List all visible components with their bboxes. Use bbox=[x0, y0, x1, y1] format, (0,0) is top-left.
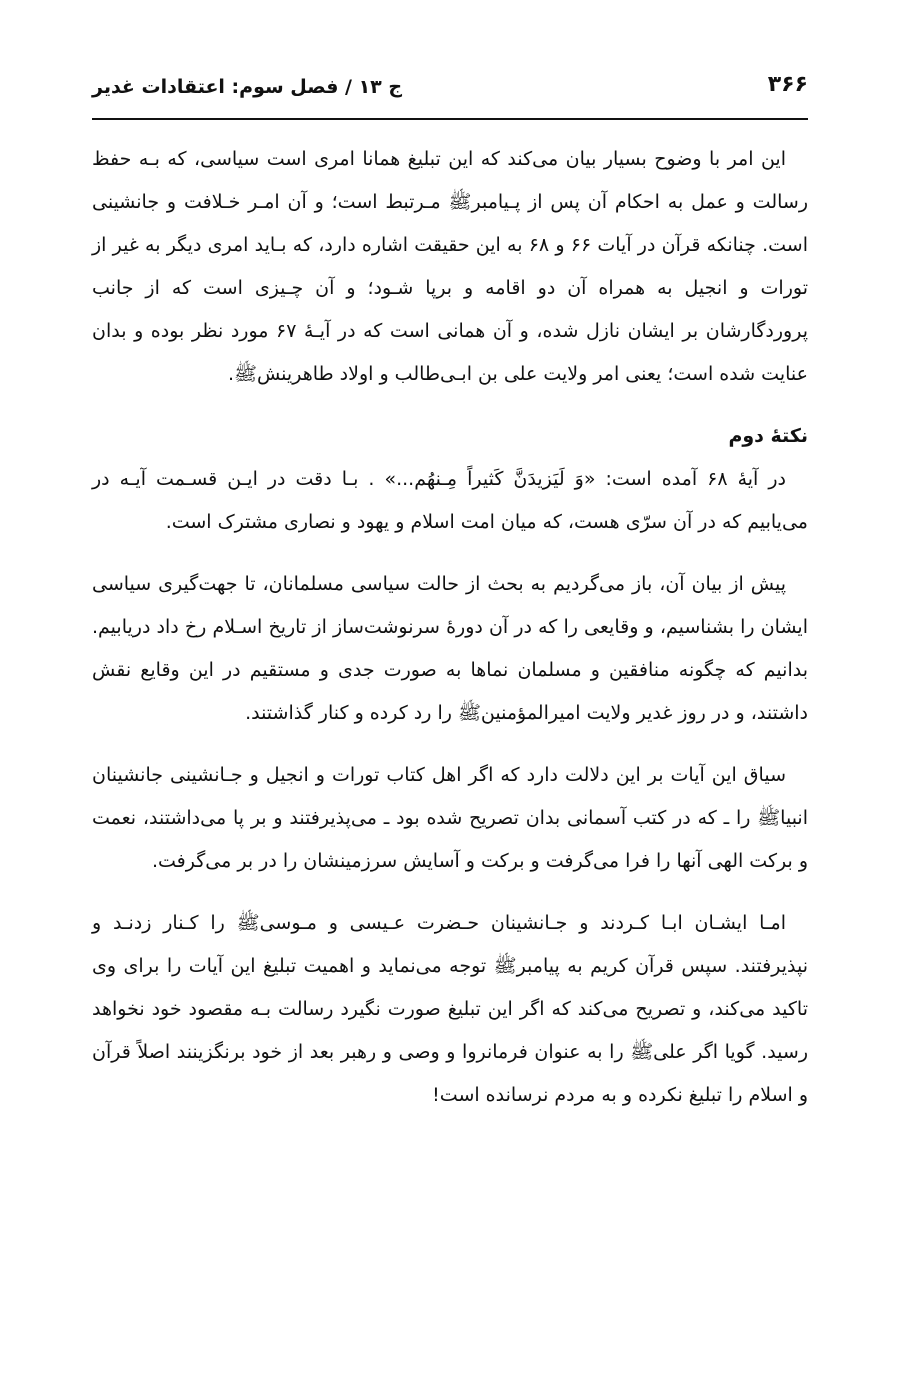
page-header bbox=[92, 62, 808, 118]
running-title: ج ۱۳ / فصل سوم: اعتقادات غدیر bbox=[92, 76, 403, 98]
page-body bbox=[92, 138, 808, 1136]
section-heading: نکتهٔ دوم bbox=[728, 425, 808, 447]
paragraph-1: این امر با وضوح بسیار بیان می‌کند که این تبلیغ همانا امری است سیاسی، که بـه حفظ رسالت و عمل به احکام آن پس از پـیامبرﷺ مـرتبط است؛ و آن امـر خـلافت و جانشینی است. چنانکه قرآن در آیات ۶۶ و ۶۸ به این حقیقت اشاره دارد، که بـاید امری دیگر به غیر از تورات و انجیل به همراه آن دو اقامه و برپا شـود؛ و آن چـیزی است که از جانب پروردگارشان بر ایشان نازل شده، و آن همانی است که در آیـهٔ ۶۷ مورد نظر بوده و بدان عنایت شده است؛ یعنی امر ولایت علی بن ابـی‌طالب و اولاد طاهرینشﷺ. bbox=[92, 148, 808, 385]
header-divider bbox=[92, 118, 808, 120]
page-number: ۳۶۶ bbox=[767, 72, 808, 97]
paragraph-4: سیاق این آیات بر این دلالت دارد که اگر اهل کتاب تورات و انجیل و جـانشینی جانشینان انبیاﷺ را ـ که در کتب آسمانی بدان تصریح شده بود ـ می‌پذیرفتند و بر پا می‌داشتند، نعمت و برکت الهی آنها را فرا می‌گرفت و برکت و آسایش سرزمینشان را در بر می‌گرفت. bbox=[92, 764, 808, 872]
paragraph-3: پیش از بیان آن، باز می‌گردیم به بحث از حالت سیاسی مسلمانان، تا جهت‌گیری سیاسی ایشان را بشناسیم، و وقایعی را که در آن دورهٔ سرنوشت‌ساز از تاریخ اسـلام رخ داد دریابیم. بدانیم که چگونه منافقین و مسلمان نماها به صورت جدی و مستقیم در این وقایع نقش داشتند، و در روز غدیر ولایت امیرالمؤمنینﷺ را رد کرده و کنار گذاشتند. bbox=[92, 573, 808, 724]
paragraph-2: در آیهٔ ۶۸ آمده است: «وَ لَیَزیدَنَّ کَثیراً مِـنهُم...» . بـا دقت در ایـن قسـمت آیـه در می‌یابیم که در آن سرّی هست، که میان امت اسلام و یهود و نصاری مشترک است. bbox=[92, 468, 808, 533]
paragraph-5: امـا ایشـان ابـا کـردند و جـانشینان حـضرت عـیسی و مـوسیﷺ را کـنار زدنـد و نپذیرفتند. سپس قرآن کریم به پیامبرﷺ توجه می‌نماید و اهمیت تبلیغ این آیات را برای وی تاکید می‌کند، و تصریح می‌کند که اگر این تبلیغ صورت نگیرد رسالت بـه مقصود خود نخواهد رسید. گویا اگر علیﷺ را به عنوان فرمانروا و وصی و رهبر بعد از خود برنگزینند اصلاً قرآن و اسلام را تبلیغ نکرده و به مردم نرسانده است! bbox=[92, 912, 808, 1106]
